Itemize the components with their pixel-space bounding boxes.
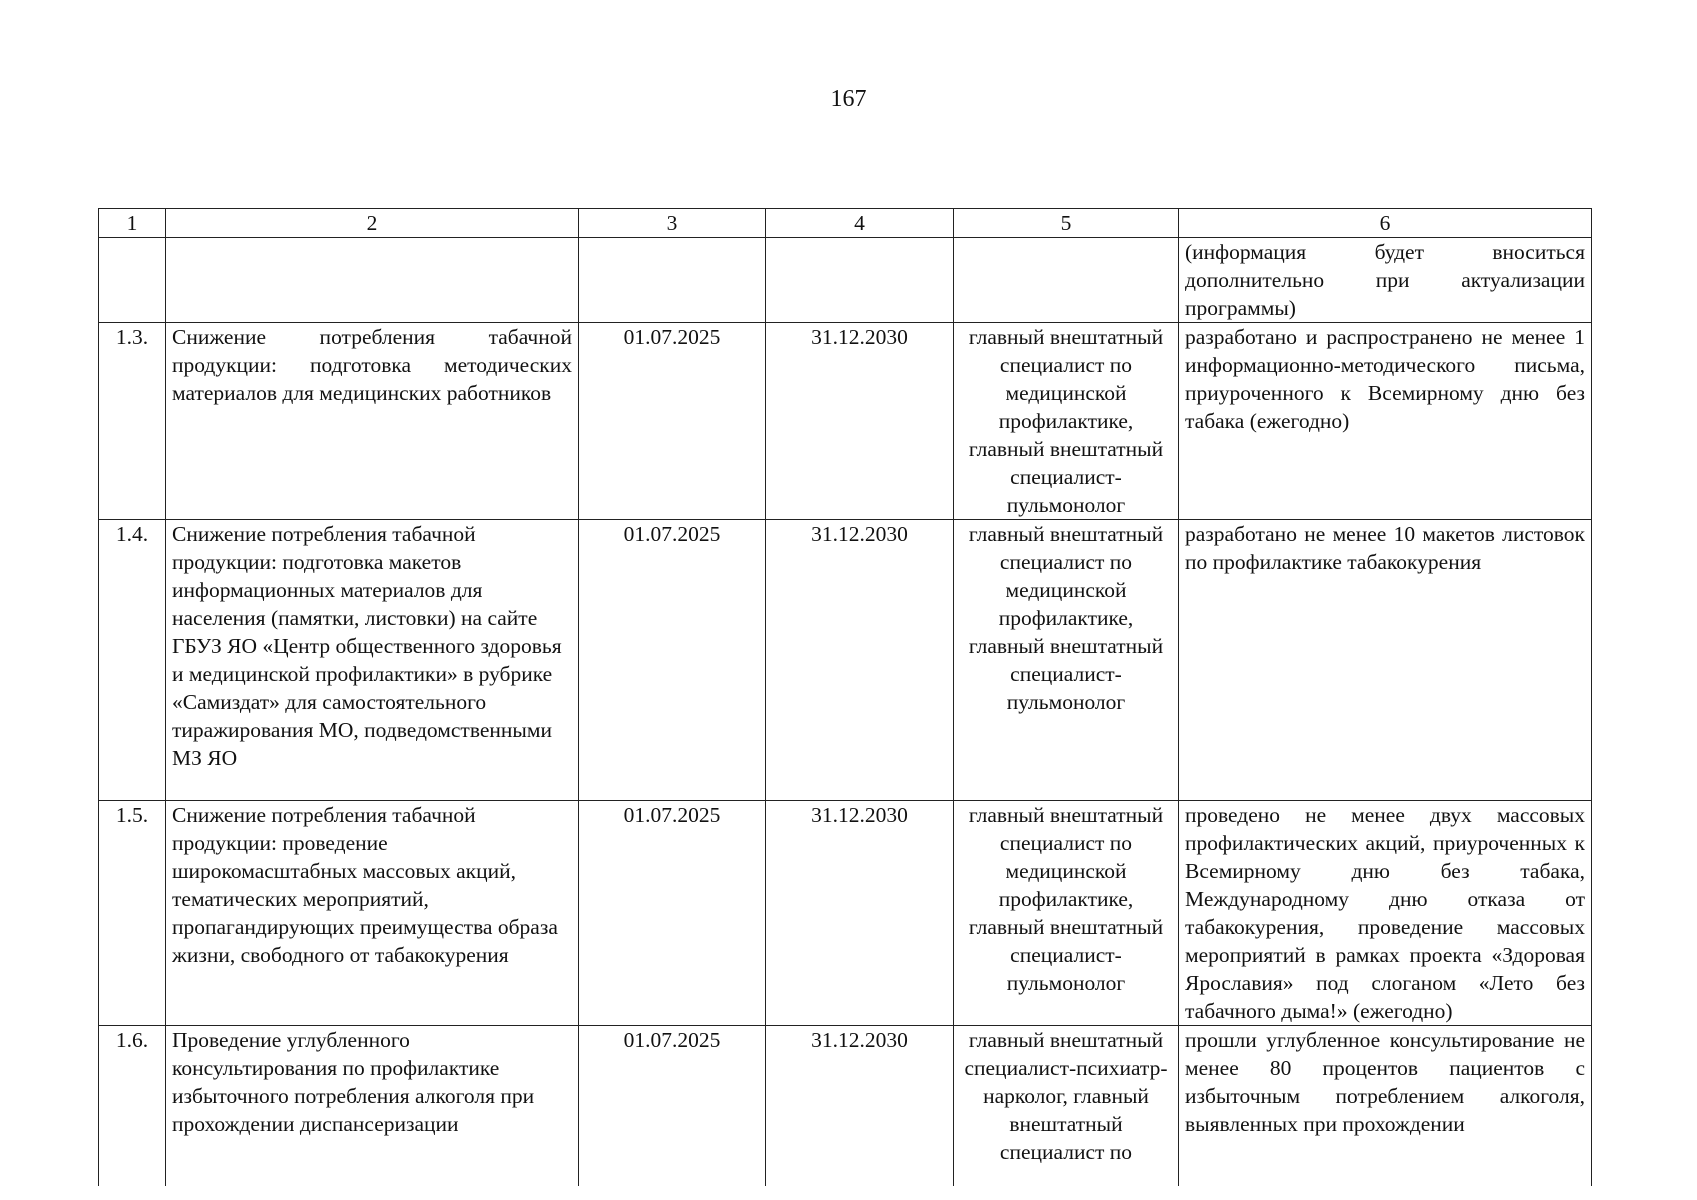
table-row — [99, 520, 1592, 801]
measure-name: Снижение потребления табачной продукции: подготовка макетов информационных материалов для населения (памятки, листовки) на сайте ГБУЗ ЯО «Центр общественного здоровья и медицинской профилактики» в рубрике «Самиздат» для самостоятельного тиражирования МО, подведомственными МЗ ЯО — [166, 520, 579, 801]
responsible: главный внештатный специалист-психиатр-нарколог, главный внештатный специалист по — [954, 1026, 1179, 1187]
item-number: 1.3. — [99, 323, 166, 520]
start-date: 01.07.2025 — [579, 801, 766, 1026]
item-number: 1.6. — [99, 1026, 166, 1187]
item-number: 1.4. — [99, 520, 166, 801]
end-date: 31.12.2030 — [766, 520, 954, 801]
column-header: 5 — [954, 209, 1179, 238]
end-date: 31.12.2030 — [766, 1026, 954, 1187]
end-date: 31.12.2030 — [766, 801, 954, 1026]
responsible — [954, 238, 1179, 323]
table-row — [99, 801, 1592, 1026]
start-date: 01.07.2025 — [579, 323, 766, 520]
column-header: 4 — [766, 209, 954, 238]
table-header-row — [99, 209, 1592, 238]
measure-name: Проведение углубленного консультирования по профилактике избыточного потребления алкоголя при прохождении диспансеризации — [166, 1026, 579, 1187]
table-row — [99, 1026, 1592, 1187]
document-table — [98, 208, 1592, 1186]
responsible: главный внештатный специалист по медицинской профилактике, главный внештатный специалист-пульмонолог — [954, 801, 1179, 1026]
item-number — [99, 238, 166, 323]
column-header: 3 — [579, 209, 766, 238]
end-date: 31.12.2030 — [766, 323, 954, 520]
start-date — [579, 238, 766, 323]
column-header: 1 — [99, 209, 166, 238]
measure-name — [166, 238, 579, 323]
table-row — [99, 323, 1592, 520]
item-number: 1.5. — [99, 801, 166, 1026]
expected-result: разработано не менее 10 макетов листовок по профилактике табакокурения — [1179, 520, 1592, 801]
column-header: 6 — [1179, 209, 1592, 238]
document-table-container — [98, 208, 1591, 1164]
start-date: 01.07.2025 — [579, 1026, 766, 1187]
responsible: главный внештатный специалист по медицинской профилактике, главный внештатный специалист-пульмонолог — [954, 323, 1179, 520]
expected-result: разработано и распространено не менее 1 информационно-методического письма, приуроченного к Всемирному дню без табака (ежегодно) — [1179, 323, 1592, 520]
expected-result: проведено не менее двух массовых профилактических акций, приуроченных к Всемирному дню без табака, Международному дню отказа от табакокурения, проведение массовых мероприятий в рамках проекта «Здоровая Ярославия» под слоганом «Лето без табачного дыма!» (ежегодно) — [1179, 801, 1592, 1026]
end-date — [766, 238, 954, 323]
measure-name: Снижение потребления табачной продукции: подготовка методических материалов для медицинских работников — [166, 323, 579, 520]
expected-result: прошли углубленное консультирование не менее 80 процентов пациентов с избыточным потреблением алкоголя, выявленных при прохождении — [1179, 1026, 1592, 1187]
start-date: 01.07.2025 — [579, 520, 766, 801]
expected-result: (информация будет вноситься дополнительно при актуализации программы) — [1179, 238, 1592, 323]
measure-name: Снижение потребления табачной продукции: проведение широкомасштабных массовых акций, тематических мероприятий, пропагандирующих преимущества образа жизни, свободного от табакокурения — [166, 801, 579, 1026]
page-number: 167 — [830, 86, 867, 112]
responsible: главный внештатный специалист по медицинской профилактике, главный внештатный специалист-пульмонолог — [954, 520, 1179, 801]
table-row — [99, 238, 1592, 323]
column-header: 2 — [166, 209, 579, 238]
